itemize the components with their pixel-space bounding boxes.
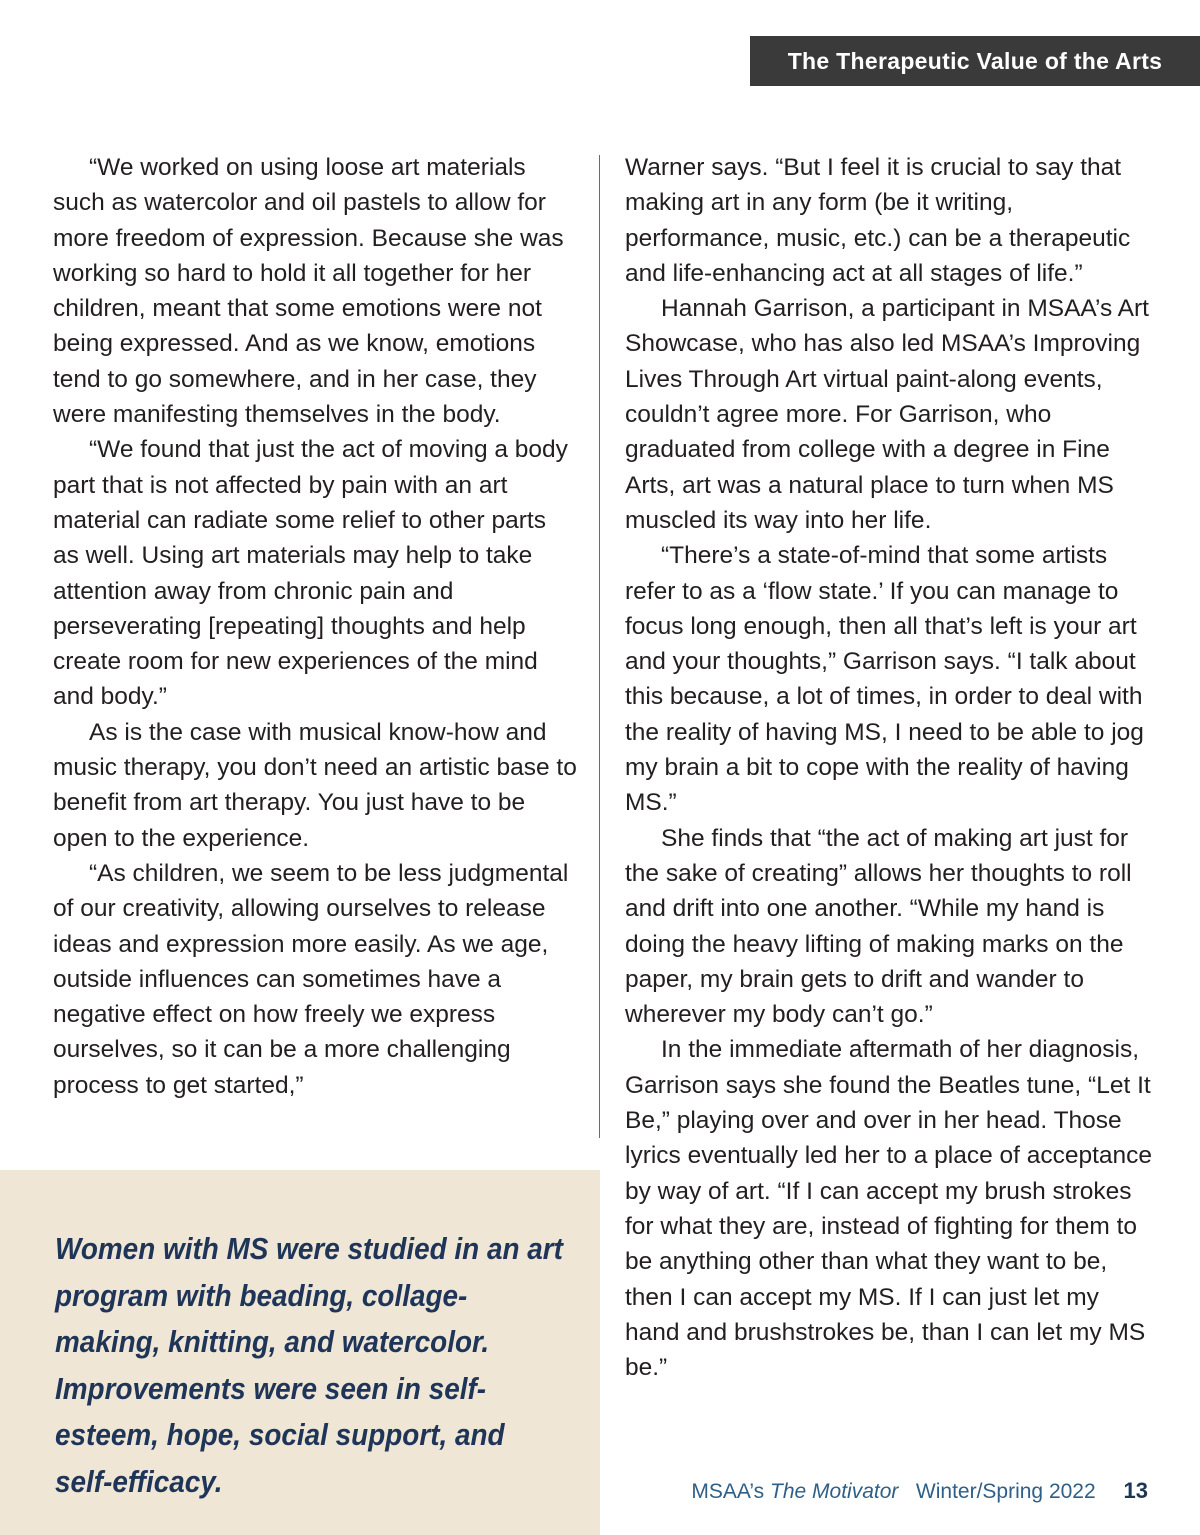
paragraph: “We worked on using loose art materials such as watercolor and oil pastels to allow for more freedom of expression. Because she was working so hard to hold it all together for her children, meant that some emotions were not being expressed. And as we know, emotions tend to go somewhere, and in her case, they were manifesting themselves in the body. xyxy=(53,154,564,429)
paragraph: As is the case with musical know-how and music therapy, you don’t need an artistic base to benefit from art therapy. You just have to be open to the experience. xyxy=(53,718,577,852)
paragraph: “We found that just the act of moving a body part that is not affected by pain with an art material can radiate some relief to other parts as well. Using art materials may help to take attention away from chronic pain and perseverating [repeating] thoughts and help create room for new experiences of the mind and body.” xyxy=(53,436,568,711)
paragraph: In the immediate aftermath of her diagnosis, Garrison says she found the Beatles tune, “Let It Be,” playing over and over in her head. Those lyrics eventually led her to a place of acceptance by way of art. “If I can accept my brush strokes for what they are, instead of fighting for them to be anything other than what they want to be, then I can accept my MS. If I can just let my hand and brushstrokes be, than I can let my MS be.” xyxy=(625,1036,1153,1382)
footer-issue: Winter/Spring 2022 xyxy=(915,1480,1096,1503)
paragraph: “There’s a state-of-mind that some artists refer to as a ‘flow state.’ If you can manage to focus long enough, then all that’s left is your art and your thoughts,” Garrison says. “I talk about this because, a lot of times, in order to deal with the reality of having MS, I need to be able to jog my brain a bit to cope with the reality of having MS.” xyxy=(625,542,1144,817)
right-column xyxy=(625,150,1155,1385)
left-column xyxy=(53,150,578,1103)
column-divider xyxy=(599,155,600,1138)
paragraph: Warner says. “But I feel it is crucial to say that making art in any form (be it writing, performance, music, etc.) can be a therapeutic and life-enhancing act at all stages of life.” xyxy=(625,154,1131,287)
page-footer xyxy=(691,1478,1148,1504)
paragraph: She finds that “the act of making art just for the sake of creating” allows her thoughts to roll and drift into one another. “While my hand is doing the heavy lifting of making marks on the paper, my brain gets to drift and wander to wherever my body can’t go.” xyxy=(625,824,1132,1029)
footer-prefix: MSAA’s xyxy=(691,1480,765,1503)
callout-text: Women with MS were studied in an art program with beading, collage-making, knitting, and watercolor. Improvements were seen in self-esteem, hope, social support, and self-efficacy. xyxy=(55,1231,563,1499)
section-header-tab xyxy=(750,36,1200,86)
section-title: The Therapeutic Value of the Arts xyxy=(787,47,1163,74)
page-number: 13 xyxy=(1123,1478,1148,1503)
paragraph: Hannah Garrison, a participant in MSAA’s Art Showcase, who has also led MSAA’s Improving Lives Through Art virtual paint-along events, couldn’t agree more. For Garrison, who graduated from college with a degree in Fine Arts, art was a natural place to turn when MS muscled its way into her life. xyxy=(625,295,1149,534)
footer-publication: The Motivator xyxy=(770,1480,899,1503)
paragraph: “As children, we seem to be less judgmental of our creativity, allowing ourselves to release ideas and expression more easily. As we age, outside influences can sometimes have a negative effect on how freely we express ourselves, so it can be a more challenging process to get started,” xyxy=(53,859,569,1099)
